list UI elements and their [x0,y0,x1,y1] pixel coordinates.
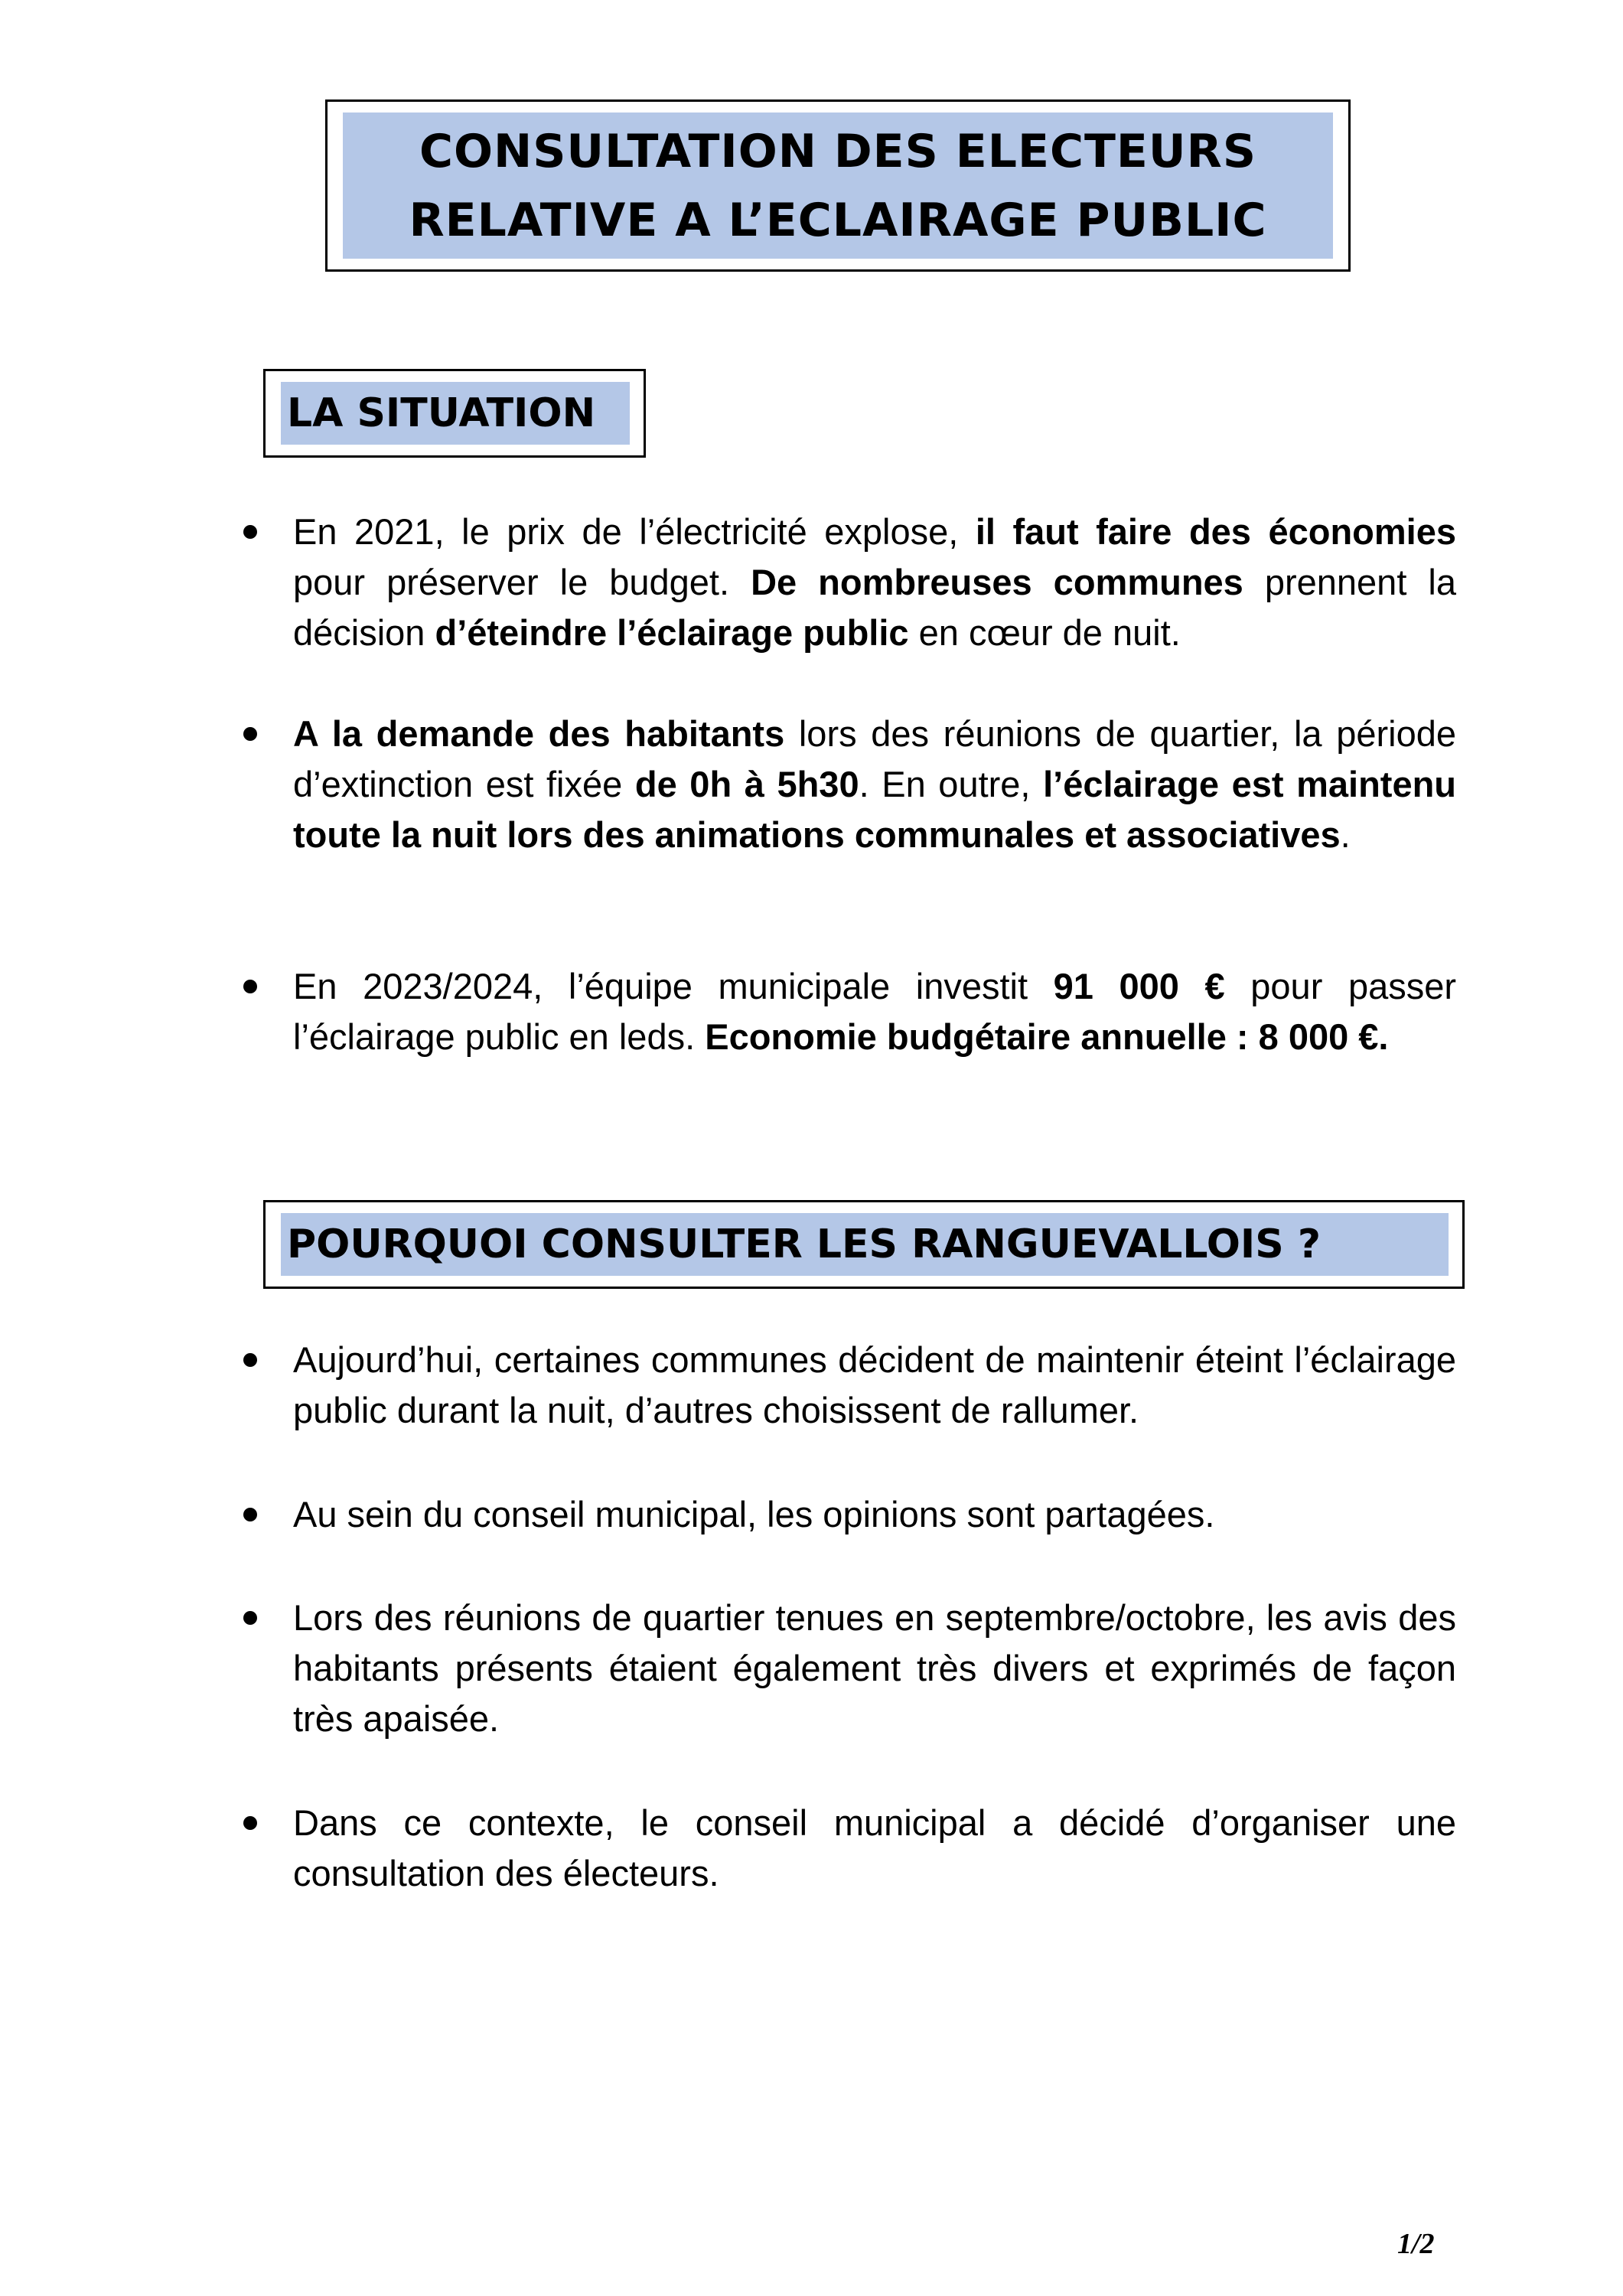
text-run: En 2021, le prix de l’électricité explose, [293,511,976,552]
text-run: . En outre, [859,764,1044,804]
paragraph [293,709,1456,860]
document-title-line-1: CONSULTATION DES ELECTEURS [419,124,1257,178]
section-heading-banner-pourquoi [281,1213,1449,1276]
bullet-icon [243,525,257,539]
bold-text-run: Economie budgétaire annuelle : 8 000 €. [705,1016,1389,1057]
text-run: lors des réunions de quartier, la période d’extinction est fixée [293,713,1457,804]
section-heading-banner-situation [281,382,630,445]
bold-text-run: 91 000 € [1053,966,1225,1006]
section-heading-box-pourquoi [263,1200,1465,1289]
section-heading-situation: LA SITUATION [287,390,596,436]
bullet-icon [243,1508,257,1521]
paragraph [293,1593,1456,1744]
paragraph [293,1335,1456,1436]
text-run: prennent la décision [293,562,1456,653]
section-heading-pourquoi: POURQUOI CONSULTER LES RANGUEVALLOIS ? [287,1221,1321,1267]
text-run: En 2023/2024, l’équipe municipale investit [293,966,1054,1006]
paragraph [293,961,1456,1062]
text-run: Aujourd’hui, certaines communes décident de maintenir éteint l’éclairage public durant la nuit, d’autres choisissent de rallumer. [293,1339,1456,1430]
bold-text-run: d’éteindre l’éclairage public [435,612,909,653]
bold-text-run: il faut faire des économies [975,511,1456,552]
text-run: Lors des réunions de quartier tenues en septembre/octobre, les avis des habitants présents étaient également très divers et exprimés de façon très apaisée. [293,1597,1456,1739]
bullet-icon [243,1611,257,1625]
bullet-icon [243,980,257,993]
bullet-icon [243,1816,257,1830]
paragraph [293,1798,1456,1899]
section-heading-box-situation [263,369,646,458]
text-run: en cœur de nuit. [908,612,1181,653]
bold-text-run: De nombreuses communes [751,562,1243,602]
text-run: Dans ce contexte, le conseil municipal a décidé d’organiser une consultation des électeurs. [293,1802,1456,1893]
bold-text-run: A la demande des habitants [293,713,785,754]
bullet-icon [243,1353,257,1367]
paragraph [293,507,1456,658]
text-run: Au sein du conseil municipal, les opinions sont partagées. [293,1494,1215,1534]
paragraph [293,1489,1456,1540]
document-title-line-2: RELATIVE A L’ECLAIRAGE PUBLIC [409,193,1267,247]
page-number: 1/2 [1397,2228,1435,2260]
bold-text-run: l’éclairage est maintenu toute la nuit lors des animations communales et associatives [293,764,1457,855]
document-title-banner [343,113,1333,259]
text-run: pour passer l’éclairage public en leds. [293,966,1457,1057]
text-run: . [1340,814,1351,855]
text-run: pour préserver le budget. [293,562,751,602]
bullet-icon [243,727,257,741]
document-title-box [325,99,1351,272]
bold-text-run: de 0h à 5h30 [634,764,859,804]
